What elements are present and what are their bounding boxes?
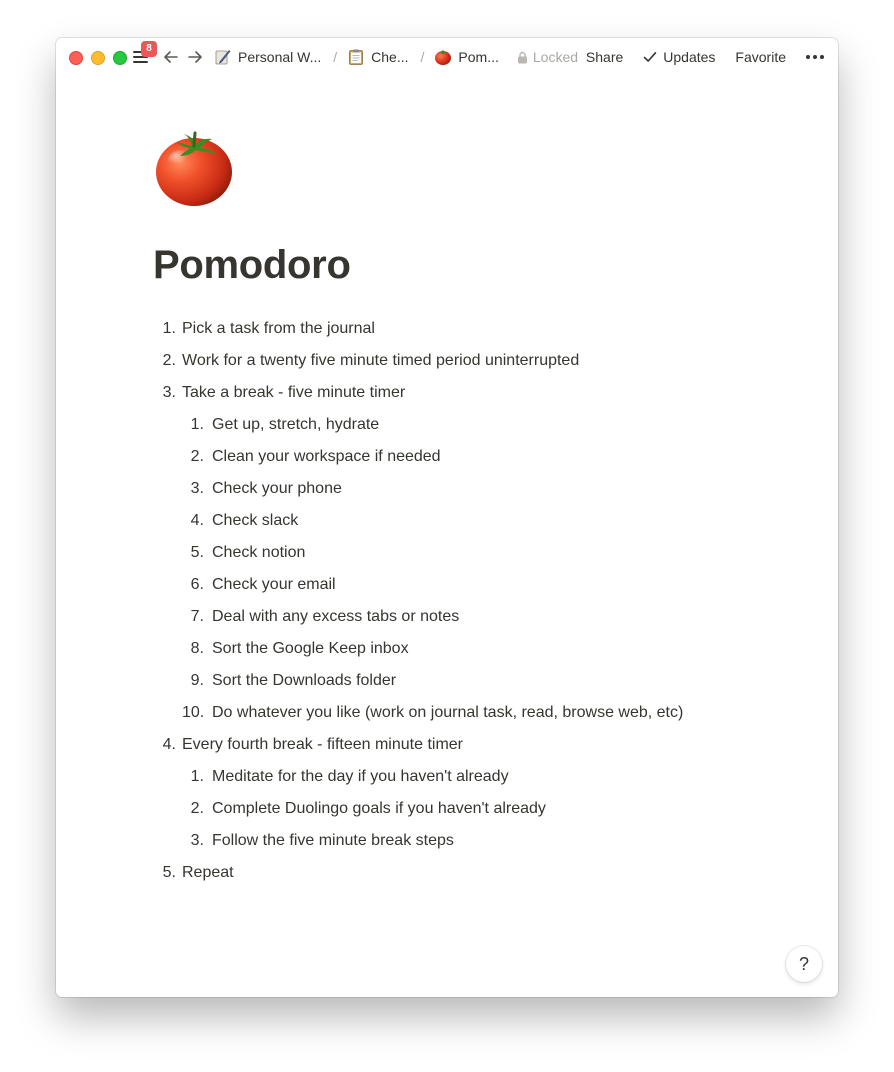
list-number: 3. (190, 832, 204, 849)
breadcrumb-item-workspace[interactable] (214, 48, 321, 66)
list-text: Complete Duolingo goals if you haven't already (212, 800, 546, 817)
list-number: 7. (190, 608, 204, 625)
minimize-window-button[interactable] (91, 51, 105, 65)
list-item[interactable] (152, 377, 792, 409)
list-number: 1. (162, 320, 176, 337)
share-button[interactable]: Share (585, 49, 624, 65)
list-text: Sort the Downloads folder (212, 672, 397, 689)
list-item[interactable] (152, 825, 792, 857)
list-number: 1. (190, 416, 204, 433)
breadcrumb-separator: / (333, 49, 338, 65)
breadcrumb-label: Pom... (458, 49, 499, 65)
list-item[interactable] (152, 633, 792, 665)
list-text: Pick a task from the journal (182, 320, 375, 337)
list-number: 8. (190, 640, 204, 657)
back-arrow-icon[interactable] (161, 47, 181, 67)
list-text: Clean your workspace if needed (212, 448, 441, 465)
window-controls (69, 51, 127, 65)
list-item[interactable] (152, 441, 792, 473)
list-number: 10. (182, 704, 205, 721)
list-number: 2. (190, 448, 204, 465)
list-text: Sort the Google Keep inbox (212, 640, 409, 657)
list-number: 3. (162, 384, 176, 401)
app-window (56, 38, 838, 997)
breadcrumb-item-checklist[interactable] (347, 48, 408, 66)
notification-badge: 8 (141, 41, 157, 57)
lock-icon (517, 51, 528, 64)
list-text: Check your email (212, 576, 336, 593)
list-item[interactable] (152, 473, 792, 505)
breadcrumb-item-pomodoro[interactable] (434, 48, 498, 66)
list-number: 3. (190, 480, 204, 497)
updates-label: Updates (663, 49, 716, 65)
list-text: Follow the five minute break steps (212, 832, 454, 849)
breadcrumb-separator: / (420, 49, 425, 65)
list-text: Get up, stretch, hydrate (212, 416, 380, 433)
list-text: Every fourth break - fifteen minute timer (182, 736, 463, 753)
list-number: 6. (190, 576, 204, 593)
list-item[interactable] (152, 345, 792, 377)
list-number: 9. (190, 672, 204, 689)
list-number: 1. (190, 768, 204, 785)
forward-arrow-icon[interactable] (185, 47, 205, 67)
breadcrumb-label: Che... (371, 49, 409, 65)
list-number: 2. (190, 800, 204, 817)
list-item[interactable] (152, 793, 792, 825)
clipboard-icon (347, 48, 365, 66)
locked-label: Locked (532, 49, 579, 65)
tomato-icon (434, 48, 452, 66)
list-text: Work for a twenty five minute timed period uninterrupted (182, 352, 580, 369)
list-text: Deal with any excess tabs or notes (212, 608, 460, 625)
help-button[interactable]: ? (786, 946, 822, 982)
list-number: 4. (190, 512, 204, 529)
favorite-button[interactable]: Favorite (735, 49, 786, 65)
list-text: Check notion (212, 544, 306, 561)
list-text: Check your phone (212, 480, 342, 497)
breadcrumb (214, 38, 578, 76)
list-item[interactable] (152, 569, 792, 601)
list-item[interactable] (152, 697, 792, 729)
list-text: Meditate for the day if you haven't already (212, 768, 509, 785)
locked-indicator[interactable] (517, 49, 578, 65)
checkmark-icon (643, 50, 657, 64)
page-title[interactable]: Pomodoro (153, 243, 351, 287)
maximize-window-button[interactable] (113, 51, 127, 65)
list-item[interactable] (152, 857, 792, 889)
list-number: 2. (162, 352, 176, 369)
quill-pen-icon (214, 48, 232, 66)
list-number: 5. (162, 864, 176, 881)
top-bar (56, 38, 838, 76)
list-number: 5. (190, 544, 204, 561)
updates-button[interactable] (643, 49, 715, 65)
list-text: Repeat (182, 864, 234, 881)
breadcrumb-label: Personal W... (238, 49, 322, 65)
list-item[interactable] (152, 537, 792, 569)
list-item[interactable] (152, 665, 792, 697)
list-text: Check slack (212, 512, 299, 529)
numbered-list (152, 313, 792, 889)
page-actions (586, 38, 824, 76)
list-text: Take a break - five minute timer (182, 384, 406, 401)
list-item[interactable] (152, 601, 792, 633)
list-number: 4. (162, 736, 176, 753)
list-item[interactable] (152, 409, 792, 441)
list-item[interactable] (152, 505, 792, 537)
more-options-icon[interactable] (806, 55, 824, 59)
list-item[interactable] (152, 729, 792, 761)
close-window-button[interactable] (69, 51, 83, 65)
list-item[interactable] (152, 313, 792, 345)
page-tomato-icon[interactable] (154, 130, 234, 208)
list-item[interactable] (152, 761, 792, 793)
list-text: Do whatever you like (work on journal task, read, browse web, etc) (212, 704, 684, 721)
